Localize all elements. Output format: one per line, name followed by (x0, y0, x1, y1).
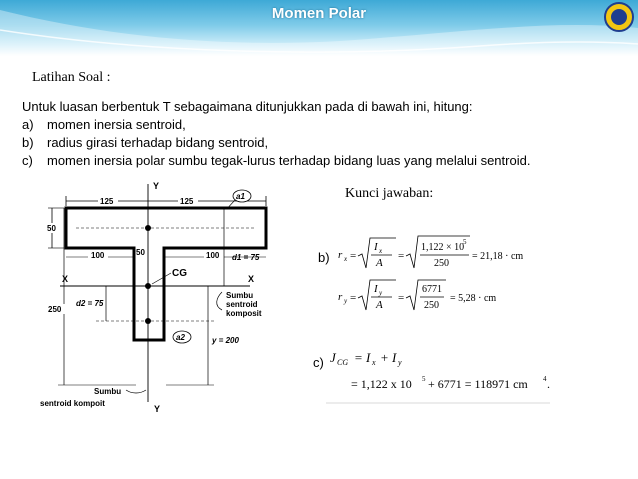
question-text: momen inersia polar sumbu tegak-lurus terhadap bidang luas yang melalui sentroid. (47, 153, 531, 168)
question-label: a) (22, 117, 34, 132)
centroid-axis-note-line1: Sumbu (94, 387, 122, 396)
jcg-symbol: J (330, 350, 336, 365)
ry-value-num: 6771 (422, 284, 442, 295)
rx-symbol: r (338, 249, 343, 261)
ry-denominator: A (376, 299, 383, 311)
svg-text:=: = (350, 250, 357, 262)
question-a (22, 117, 186, 132)
dim-250: 250 (48, 305, 62, 314)
jcg-ix-sub: x (372, 358, 376, 367)
rx-value-num: 1,122 × 10 (421, 242, 465, 253)
dim-100-left: 100 (91, 251, 105, 260)
d1-label: d1 = 75 (232, 253, 260, 262)
rx-numerator: I (374, 241, 378, 253)
jcg-value-rest: + 6771 = 118971 cm (428, 377, 528, 391)
ry-value-den: 250 (424, 300, 439, 311)
ry-symbol: r (338, 291, 343, 303)
question-text: momen inersia sentroid, (47, 117, 186, 132)
y-label-bottom: Y (154, 404, 161, 414)
polar-moment-formula (326, 340, 552, 406)
radius-gyration-formulas (336, 228, 526, 312)
dim-100-right: 100 (206, 251, 220, 260)
axis-note-line3: komposit (226, 309, 262, 318)
d2-label: d2 = 75 (76, 299, 104, 308)
jcg-subscript: CG (337, 358, 349, 367)
jcg-iy-sub: y (398, 358, 402, 367)
ry-subscript: y (344, 297, 348, 305)
jcg-value: = 1,122 x 10 (351, 377, 412, 391)
ry-numerator: I (374, 283, 378, 295)
question-b (22, 135, 268, 150)
rx-subscript: x (344, 255, 348, 263)
title-banner (0, 0, 638, 56)
jcg-iy: + I (380, 350, 397, 365)
t-section-figure (36, 180, 326, 420)
centroid-axis-note-line2: sentroid kompoit (40, 399, 105, 408)
question-label: c) (22, 153, 33, 168)
dim-125-left: 125 (100, 197, 114, 206)
ry-num-subscript: y (379, 289, 383, 297)
answer-c-label: c) (313, 355, 324, 370)
question-label: b) (22, 135, 34, 150)
dim-125-right: 125 (180, 197, 194, 206)
exercise-heading: Latihan Soal : (32, 70, 111, 85)
answer-b-label: b) (318, 250, 330, 265)
rx-result: = 21,18 · cm (472, 251, 524, 262)
jcg-unit-exp: 4 (543, 375, 547, 383)
dim-50-flange: 50 (47, 224, 56, 233)
svg-text:=: = (398, 292, 405, 304)
axis-note-line2: sentroid (226, 300, 258, 309)
x-label-right: X (248, 274, 255, 284)
rx-value-exp: 5 (463, 238, 467, 246)
y-label-top: Y (153, 181, 160, 191)
ybar-label: y = 200 (212, 336, 239, 345)
centroid-marker (145, 283, 151, 289)
svg-text:=: = (350, 292, 357, 304)
rx-value-den: 250 (434, 258, 449, 269)
dim-50-web: 50 (136, 248, 145, 257)
x-label-left: X (62, 274, 69, 284)
university-logo-icon (604, 2, 634, 32)
jcg-end: . (547, 377, 550, 391)
ry-result: = 5,28 · cm (450, 293, 497, 304)
axis-note-line1: Sumbu (226, 291, 254, 300)
question-c (22, 153, 530, 168)
rx-num-subscript: x (379, 247, 383, 255)
jcg-value-exp: 5 (422, 375, 426, 383)
cg-label: CG (172, 268, 187, 279)
jcg-ix: = I (354, 350, 371, 365)
problem-intro: Untuk luasan berbentuk T sebagaimana ditunjukkan pada di bawah ini, hitung: (22, 99, 473, 114)
a1-label: a1 (236, 192, 245, 201)
answer-key-heading: Kunci jawaban: (345, 186, 434, 201)
question-text: radius girasi terhadap bidang sentroid, (47, 135, 269, 150)
a2-label: a2 (176, 333, 185, 342)
rx-denominator: A (376, 257, 383, 269)
slide-title: Momen Polar (271, 5, 367, 22)
svg-text:=: = (398, 250, 405, 262)
